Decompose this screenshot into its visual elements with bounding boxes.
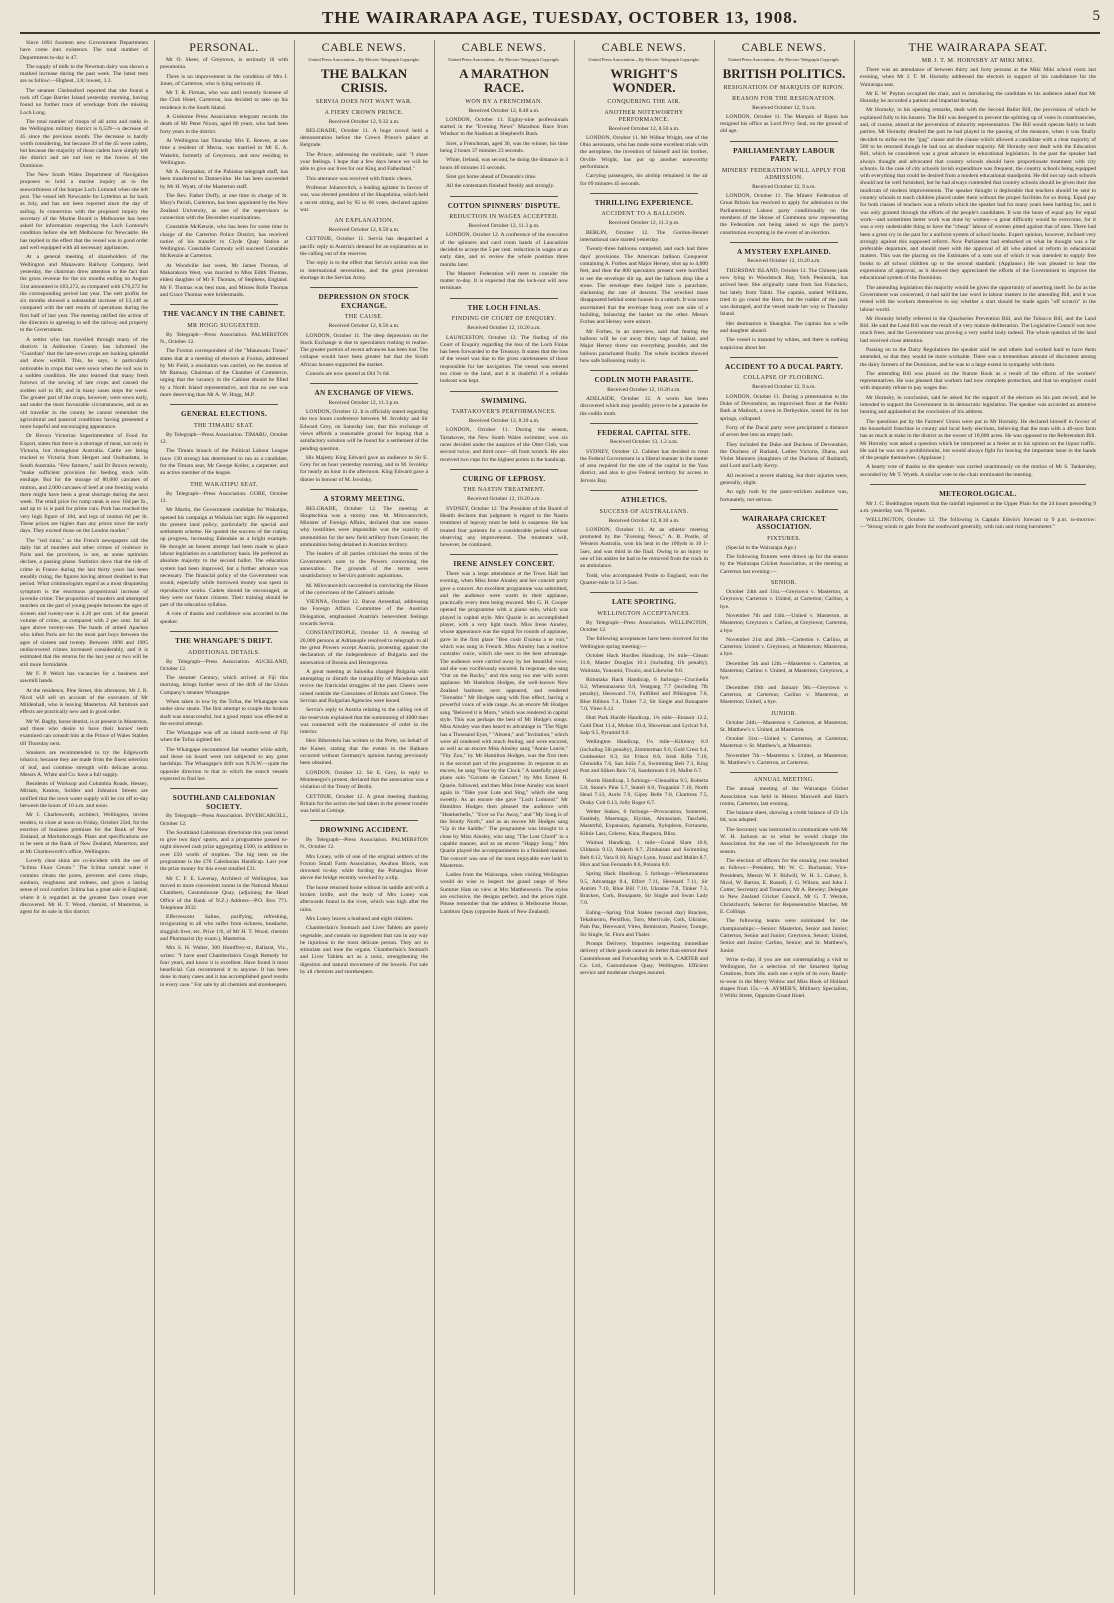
- paragraph: The Secretary was instructed to communicate with Mr W. H. Jackson as to what he would charge the Association for the use of the Schoolgrounds for the season.: [720, 826, 848, 855]
- section-heading: CABLE NEWS.: [461, 40, 547, 54]
- paragraph: LONDON, October 12. Sir E. Grey, in reply to Montenegro's protest, declared that the annexation was a violation of the Treaty of Berlin.: [300, 769, 428, 791]
- paragraph: At Wellington last Thursday Mrs E. Reeves, at one time a resident of Meroa, was married to Mr E. A. Wakelin, formerly of Greytown, and now residing in Wellington.: [160, 137, 288, 166]
- article-heading: SWIMMING.: [481, 396, 527, 405]
- paragraph: Shorts Handicap, 5 furlongs—Glenadina 9.5, Roberta 5.8, Stone's Pine 5.7, Stateli 8.0, Troganini 7.10, North Head 7.13, Aurie 7.9, Gipsy Belle 7.8, Chartress 7.5, Dusky Colt 6.13, Jolly Roger 6.7.: [580, 777, 708, 806]
- dateline: Received October 12, 9 a.m.: [752, 183, 816, 190]
- paragraph: Mr Martin, the Government candidate for Wakatipu, opened his campaign at Waikaia last night. He supported the present land policy, particularly the special and settlement scheme. He quoted the success of the cutting up progress, increasing Edendale as a bright example. He thought an honest attempt had been made to place labour legislation on a satisfactory basis. He preferred an absolute majority to the second ballot. The education system had been improved, but a further advance was necessary. The financial policy of the Government was sound, especially while borrowed money was spent in reproductive works. Cadets should be encouraged, as they were our future citizens. Their training should be part of the education syllabus.: [160, 507, 288, 609]
- column-rule: [574, 40, 575, 1595]
- paragraph: A Gisborne Press Association telegram records the death of Mr Peter Nixon, aged 80 years, who had been forty years in the district.: [160, 114, 288, 135]
- paragraph: At a general meeting of shareholders of the Wellington and Manawatu Railway Company, held yesterday, the chairman drew attention to the fact that the gross revenue for the six months ending on August 31st amounted to £83,272, as compared with £76,272 for the corresponding period last year. The nett profits for six months showed a substantial increase of £3,148 as compared with the nett results of operations during the first half of last year. The meeting ratified the action of the directors in agreeing to sell the railway and property to the Government.: [20, 254, 148, 334]
- article-heading: ATHLETICS.: [620, 496, 668, 505]
- paragraph: BERLIN, October 12. The Gordon-Bennet international race started yesterday.: [580, 229, 708, 244]
- subheading: REDUCTION IN WAGES ACCEPTED.: [449, 214, 559, 221]
- newspaper-title: THE WAIRARAPA AGE, TUESDAY, OCTOBER 13, 1908.: [321, 8, 799, 27]
- paragraph: LONDON, October 11. At an athletic meeting promoted by the "Evening News," A. B. Postle, of Western Australia, won his heat in the 100yds in 10 1-5sec, and was third in the final. Owing to an injury to one of his ankles he had to be removed from the track in an ambulance.: [580, 526, 708, 570]
- dateline: Received October 12, 8.30 a.m.: [608, 517, 680, 524]
- section-heading: PERSONAL.: [189, 40, 259, 54]
- section-heading: THE WAIRARAPA SEAT.: [908, 40, 1048, 54]
- paragraph: Siret got home ahead of Dorando's time.: [446, 173, 537, 180]
- paragraph: The amending legislation this majority would be given the opportunity of asserting itself. So far as the Government was concerned, it had said the last word in labour matters in the amending Bill, and it was rested with the workers themselves to say whether a start should be made again "off scratch" in the labour world.: [860, 284, 1096, 313]
- paragraph: The following acceptances have been received for the Wellington spring meeting:—: [580, 636, 708, 650]
- article-separator: [170, 304, 278, 305]
- paragraph: WELLINGTON, October 12. The following is Captain Edwin's forecast to 9 p.m. to-morrow:—"Strong winds to gale from the southward generally, with rain and rising barometer.": [860, 517, 1096, 531]
- paragraph: Todd, who accompanied Postle to England, won the Quarter-mile in 51 3-5sec.: [580, 572, 708, 586]
- wire-credit: United Press Association—By Electric Telegraph Copyright.: [448, 57, 560, 62]
- paragraph: Servia's reply to Austria relating to the calling out of the reservists explained that the summoning of 4000 men was connected with the maintenance of order in the interior.: [300, 707, 428, 736]
- paragraph: Consols are now quoted at £84 7s 6d.: [306, 371, 390, 378]
- paragraph: Twenty-three balloons competed, and each had three days' provisions. The American balloon Conqueror containing A. Forbes and Major Hersey, shot up to 4,000 feet, and then the 800 spectators present were horrified to see the envelope slit up, and the balloon drop like a stone. The envelope then bulged into a parachute, slackening the rate of descent. The wrecked mass disappeared behind some houses in a suburb. It was soon ascertained that the envelope hung over one side of a building, balancing the basket on the other. Messrs Forbes and Hersey were unhurt.: [580, 246, 708, 326]
- article-heading: METEOROLOGICAL.: [939, 490, 1017, 499]
- paragraph: Carrying passengers, his airship remained in the air for 69 minutes 45 seconds.: [580, 173, 708, 187]
- paragraph: LONDON, October 11. The Marquis of Ripon has resigned his office as Lord Privy Seal, on the ground of old age.: [720, 113, 848, 135]
- headline: A MARATHON RACE.: [459, 65, 549, 95]
- article-separator: [170, 631, 278, 632]
- subheading: THE NASTIN TREATMENT.: [463, 487, 545, 494]
- article-heading: SOUTHLAND CALEDONIAN SOCIETY.: [172, 794, 276, 811]
- paragraph: By Telegraph—Press Association. TIMARU, October 12.: [160, 431, 288, 446]
- paragraph: At the residence, Pine Street, this afternoon, Mr J. R. Nicol will sell on account of the executors of Mr Mildenhall, who is leaving Masterton. All furniture and effects are practically new and in good order.: [20, 687, 148, 716]
- paragraph: A vote of thanks and confidence was accorded to the speaker.: [160, 611, 288, 625]
- paragraph: Siret, a Frenchman, aged 30, was the winner, his time being 2 hours 37 minutes 23 seconds.: [440, 140, 568, 155]
- article-heading: LATE SPORTING.: [611, 598, 677, 607]
- paragraph: Her destination is Shanghai. The captain has a wife and daughter aboard.: [720, 320, 848, 335]
- article-separator: [170, 404, 278, 405]
- subheading: CONQUERING THE AIR.: [607, 98, 681, 105]
- column-rule: [854, 40, 855, 1595]
- dateline: Received October 12, 8.48 a.m.: [468, 107, 540, 114]
- article-separator: [310, 489, 418, 490]
- paragraph: Since 1891 fourteen new Government Departments have come into existence. The total number of Departments to-day is 47.: [20, 40, 148, 61]
- dateline: Received October 12, 11.3 p.m.: [608, 220, 680, 227]
- paragraph: The annual meeting of the Wairarapa Cricket Association was held in Messrs Maxwell and Hart's rooms, Carterton, last evening.: [720, 786, 848, 807]
- subheading: SENIOR.: [771, 580, 797, 587]
- paragraph: Write to-day, if you are not contemplating a visit to Wellington, for a selection of the Smartest Spring Creations, from 30s. each one a style of its own. Ready-to-wear in the Merry Widow and Miss Hook of Holland shapes from 15s.—A. AYMER'S, Millinery Specialists, 9 Willis Street, Opposite Grand Hotel.: [720, 956, 848, 1000]
- article-separator: [450, 196, 558, 197]
- paragraph: November 7th.—Masterton v. United, at Masterton; St. Matthew's v. Carterton, at Carterton.: [720, 752, 848, 766]
- paragraph: Herr Biberstein has written to the Porte, on behalf of the Kaiser, stating that the events in the Balkans occurred without Germany's opinion having previously been obtained.: [300, 738, 428, 767]
- paragraph: October 24th and 31st.—Greytown v. Masterton, at Greytown; Carterton v. United, at Carterton; Carlino, a bye.: [720, 589, 848, 610]
- paragraph: By Telegraph—Press Association. INVERCARGILL, October 12.: [160, 813, 288, 827]
- paragraph: The "red ruins," as the French newspapers call the daily list of murders and other crimes of violence in Paris and the provinces, is not, as some optimists declare, a passing phase. Statistics show that the tide of crime in France during the last thirty years has been steadily rising, the figures having almost doubled in that period. What criminologists regard as a most disquieting symptom is the enormous proportional increase of juvenile crime: The proportion of murders and attempted murders on the part of young people between the ages of sixteen and twenty-one is 4.20 per cent. of the general volume of crime, as compared with 2 per cent. for all ages above twenty-one. The bands of armed Apaches who infest Paris are for the most part boys between the ages of sixteen and twenty. Between 1896 and 1905 undiscovered crimes increased considerably, and it is estimated that the returns for the last year or two will be still more formidable.: [20, 537, 148, 668]
- paragraph: Waimai Handicap, 1 mile—Grand Slam 10.0, Uildaniu 9.12, Malech 9.7, Zimbaisan and Swimming Belt 8.12, Vara 8.10, King's Lynn, Ivanzi and Mallet 8.7, Hiro and San Fernando 8.6, Polonia 8.0.: [580, 840, 708, 868]
- paragraph: All received a severe shaking, but their injuries were, generally, slight.: [720, 472, 848, 486]
- dateline: Received October 12, 11.3 p.m.: [468, 223, 540, 230]
- article-heading: WAIRARAPA CRICKET ASSOCIATION.: [741, 514, 827, 532]
- paragraph: The supply of milk to the Newman dairy was shown a marked increase during the past week. The latest tests are as follow:—Highest, 3.8; lowest, 3.3.: [20, 63, 148, 85]
- paragraph: Dr Brown Victorian Superintendent of Food for Export, states that there is a shortage of meat, not only in Victoria, but throughout Australia. Cattle are being trucked to Victoria from Hergott and Oodnadatta, in South Australia. "Few farmers," said Dr Brown recently, "make sufficient provision for feeding stock with ensilage. But for the storage of 80,000 carcases of mutton, and 2,000 carcases of beef at one freezing works there might have been a great shortage during the next week. The retail price for rump steak is now 10d per lb., and up to 1s is paid for prime cuts. Pork has reached the very high figure of 10d, and legs of mutton 6d per lb. These prices are higher than any prices since the early days. They exceed those on the London market.": [20, 433, 148, 535]
- subheading: SERVIA DOES NOT WANT WAR.: [315, 98, 413, 105]
- article-heading: GENERAL ELECTIONS.: [180, 410, 268, 419]
- columns-area: [20, 40, 1100, 1595]
- subheading: REASON FOR THE RESIGNATION.: [732, 95, 836, 102]
- paragraph: Mrs Loney, wife of one of the original settlers of the Foxton Small Farm Association, Awahou Block, was drowned to-day while fording the Pohangina River above the bridge recently wrecked by a slip.: [300, 853, 428, 882]
- article-heading: DEPRESSION ON STOCK EXCHANGE.: [318, 293, 410, 310]
- paragraph: The vessel is manned by whites, and there is nothing suspicious about her.: [720, 337, 848, 351]
- paragraph: By Telegraph—Press Association. PALMERSTON N., October 12.: [160, 331, 288, 345]
- paragraph: November 7th and 14th.—United v. Masterton, at Masterton; Greytown v. Carlino, at Greytown; Carterton, a bye.: [720, 612, 848, 634]
- dateline: Received October 12, 10.20 a.m.: [607, 386, 681, 393]
- paragraph: The Masters' Federation will meet to consider the matter to-day. It is expected that the lock-out will now terminate.: [440, 270, 568, 292]
- paragraph: LONDON, October 12. A conference of the executive of the spinners and card room hands of Lancashire decided to accept the 5 per cent. reduction in wages at an early date, and to review the whole position three months later.: [440, 232, 568, 268]
- article-heading: COTTON SPINNERS' DISPUTE.: [447, 201, 561, 210]
- section-heading: CABLE NEWS.: [741, 40, 827, 54]
- paragraph: The questions put by the Farmers' Union were put to Mr Hornsby. He declared himself in favour of the household franchise in county and local body elections, believing that the man with a 40-acre farm has as much at stake in the district as the owner of 10,000 acres. He was opposed to the Referendum Bill. Mr Hornsby was asked a question which he interpreted as a feeler as to his opinion on the liquor traffic. He said he was not a prohibitionist, but would always fight for leaving the important issue in the hands of the people themselves. (Applause.): [860, 418, 1096, 462]
- subheading: THE TIMARU SEAT.: [193, 422, 254, 429]
- subheading: MR J. T. M. HORNSBY AT MIKI MIKI.: [921, 58, 1035, 64]
- article-separator: [310, 287, 418, 288]
- paragraph: The balance sheet, showing a credit balance of £9 12s 8d, was adopted.: [720, 810, 848, 824]
- paragraph: Mr T. R. Firman, who was until recently licensee of the Club Hotel, Carterton, has decided to take up his residence in the South Island.: [160, 90, 288, 111]
- paragraph: Mr A. Farquahar, of the Pahiatua telegraph staff, has been transferred to Dannevirke. He has been succeeded by Mr H. Wyatt, of the Masterton staff.: [160, 169, 288, 190]
- paragraph: Rimutaka Hack Handicap, 6 furlongs—Crucinella 9.2, Whetumarama 9.0, Vestgang 7.7 (including 7lb penalty), Heraward 7.0, Fulfilled and Pilkington 7.0, Blue Ribbon 7.4, Tinker 7.2, Sir Single and Bonaparte 7.0, Vireo 6.12.: [580, 676, 708, 713]
- article-separator: [730, 141, 838, 142]
- paragraph: The New South Wales Department of Navigation proposes to hold a marine inquiry as to the seaworthiness of the barque Loch Lomond when she left port. The vessel left Newcastle for Lyttelton as far back as July, and has not been reported since the day of sailing. In connection with the proposed inquiry the secretary of the Marine Board is Melbourne has been asked for information respecting the Loch Lomond's condition before she left Melbourne for Newcastle. He has replied to the effect that the vessel was in good order and well equipped with all necessary appliances.: [20, 172, 148, 252]
- paragraph: Mr W. Bagby, horse dentist, is at present in Masterton, and those who desire to have their horses' teeth examined can consult him at the Prince of Wales Stables till Thursday next.: [20, 718, 148, 747]
- paragraph: LONDON, October 11. Mr Wilbur Wright, one of the Ohio aeronauts, who has made some excellent trials with the aeroplane, the invention of himself and his brother, Orville Wright, has put up another noteworthy performance.: [580, 134, 708, 171]
- paragraph: Wellington Handicap, 1¼ mile—Kilrenny 8.9 (including 5lb penalty), Zimmerman 9.6, Gold Crest 9.4, Goldseeker 8.3, Sir Frisco 8.6, Irish Rifle 7.10, Glenoidia 7.6, San Julia 7.4, Swimming Belt 7.3, King Post and Silken Rein 7.0, Sandstream 6.10, Mallet 6.7.: [580, 739, 708, 775]
- dateline: Received October 12, 10.20 a.m.: [747, 258, 821, 265]
- paragraph: THURSDAY ISLAND, October 12. The Chinese junk now lying in Woodstock Bay, York Peninsula, has arrived here. She originally came from San Francisco, but lately from Tahiti. The captain, named Williams, tried to go round the Horn, but the rudder of the junk was damaged, and the vessel made her way to Thursday Island.: [720, 267, 848, 318]
- paragraph: His Majesty King Edward gave an audience to Sir E. Grey for an hour yesterday morning, and to M. Isvolsky for nearly an hour in the afternoon. King Edward gave a dinner in honour of M. Isvolsky.: [300, 454, 428, 483]
- article-separator: [590, 423, 698, 424]
- paragraph: Mr Hornsby, in conclusion, said he asked for the support of the electors on his past record, and he intended to support the Government in its democratic legislation. The speaker was accorded an attentive hearing and applauded at the conclusion of his address.: [860, 394, 1096, 416]
- dateline: Received October 13, 1.2 a.m.: [609, 439, 679, 446]
- paragraph: All the contestants finished freshly and strongly.: [446, 183, 555, 190]
- article-heading: THRILLING EXPERIENCE.: [594, 198, 694, 207]
- paragraph: Constable McKenzie, who has been for some time in charge of the Carterton Police District, has received notice of his transfer to Clyde Quay Station at Wellington. Constable Carmody will succeed Constable McKenzie at Carterton.: [160, 224, 288, 260]
- subheading: AN EXPLANATION.: [334, 218, 394, 225]
- article-heading: ACCIDENT TO A DUCAL PARTY.: [725, 362, 843, 371]
- paragraph: The Whangape was off an island north-west of Fiji when the Tofua sighted her.: [160, 730, 288, 744]
- article-heading: DROWNING ACCIDENT.: [319, 826, 409, 835]
- paragraph: November 21st and 28th.—Carterton v. Carlino, at Carterton; United v. Greytown, at Masterton; Masterton, a bye.: [720, 636, 848, 658]
- paragraph: Mrs Loney leaves a husband and eight children.: [306, 915, 414, 922]
- paragraph: This utterance was received with frantic cheers.: [306, 175, 413, 182]
- headline: BRITISH POLITICS.: [722, 65, 846, 81]
- paragraph: Spring Hack Handicap, 5 furlongs—Whetumarama 9.5, Advantage 8.4, Effort 7.11, Heresard 7.11, Sir Antrim 7.10, Blue Bill 7.10, Ukraine 7.8, Tinker 7.3, Bracken, Cork, Bonaparte, Sir Single and Swan Lady 7.0.: [580, 871, 708, 907]
- headline: WRIGHT'S WONDER.: [610, 65, 678, 95]
- column-6: [720, 40, 848, 1595]
- wire-credit: United Press Association—By Electric Telegraph Copyright.: [588, 57, 700, 62]
- subheading: TARTAKOVER'S PERFORMANCES.: [451, 409, 557, 416]
- article-heading: PARLIAMENTARY LABOUR PARTY.: [733, 146, 835, 164]
- paragraph: M. Milovanovitch succeeded in convincing the House of the correctness of the Cabinet's attitude.: [300, 582, 428, 596]
- article-separator: [590, 490, 698, 491]
- article-separator: [450, 554, 558, 555]
- article-separator: [450, 391, 558, 392]
- paragraph: There was a large attendance at the Town Hall last evening, when Miss Irene Ainsley and her concert party gave a concert. An excellent programme was submitted, and the audience were warm in their applause, practically every item being encored. Mrs G. H. Cooper opened the programme with a piano solo, which was played in capital style. Mrs Quarie is an accomplished player, with a very light touch. Miss Irene Ainsley, whose appearance was the signal for rounds of applause, gave in the first place "Ben cosir E'scena a te voir," which was sung in French. Miss Ainsley has a mellow contralto voice, which she uses to the best advantage. The audience were carried away by her beautiful voice, and she was vociferously encored. In response, she sang "Out on the Rocks," and this song too met with warm applause. Mr Hamilton Hodges, the well-known New Zealand baritone, next appeared, and rendered "Toreador." Mr Hodges sang with fine effect, having a powerful voice of wide range. As an encore Mr Hodges sang "Beloved it is Morn," which was rendered in capital style. This was perhaps the best of Mr Hodge's songs. Miss Ainsley was then heard to advantage in "The Night has a Thousand Eyes," "Absent," and "Invitation," which were all rendered with much feeling, and were encored, as well as an encore Miss Ainsley sang "Annie Laurie," "Thy Zoo," by Mr Hamilton Hodges, was the first item in the second part of the programme. In response to an encore, he sang "Four by the Clock." A tastefully played piano solo "Gavotte de Concert," by Mrs Ernest H. Quarie, followed, and then Miss Irene Ainsley was heard again in "Take your Lute and Sing," which she sang sweetly. As an encore she gave "Loch Lomond." Mr Hamilton Hodges then pleased the audience with "Heatherbells," "Ever so Far Away," and "My Song is of the Sturdy North," and as an encore Mr Hodges sang "Up in the Saddle." The programme was brought to a close by Miss Ainsley, who sang "The Lost Chord" in a capable manner, and as an encore "Happy Song." Mrs Quarie played the accompaniments in a finished manner. The concert was one of the most enjoyable ever held in Masterton.: [440, 570, 568, 869]
- paragraph: Mr O. Skeet, of Greytown, is seriously ill with pneumonia.: [160, 57, 288, 71]
- wire-credit: United Press Association—By Electric Telegraph Copyright.: [308, 57, 420, 62]
- paragraph: By Telegraph—Press Association. AUCKLAND, October 12.: [160, 658, 288, 672]
- article-separator: [450, 469, 558, 470]
- paragraph: Prompt Delivery. Importers respecting immediate delivery of their goods cannot do better than entrust their Customhouse and Forwarding work to A. CARTER and Co. Ltd., Customhouse Quay, Wellington. Efficient service and moderate charges assured.: [580, 940, 708, 977]
- paragraph: CETTINJE, October 12. A great meeting thanking Britain for the action she had taken in the present trouble was held at Cettinje.: [300, 793, 428, 815]
- paragraph: A great meeting at Salonika charged Bulgaria with attempting to disturb the tranquillity of Macedonia and revive the fratricidal struggles of the past. Cheers were raised outside the Consulates of Britain and Greece. The Servian and Bulgarian Agencies were booed.: [300, 668, 428, 704]
- paragraph: Hutt Park Hurdle Handicap, 1¾ mile—Ensnoir 12.2, Gold Dust 11.4, Mokoe 10.4, Showman and Lyrical 9.4, Saip 9.5, Pyramid 9.0.: [580, 715, 708, 736]
- headline: THE BALKAN CRISIS.: [320, 65, 408, 95]
- paragraph: October 24th.—Masterton v. Carterton, at Masterton; St. Matthew's v. United, at Masterton.: [720, 719, 848, 733]
- dateline: Received October 12, 9.32 a.m.: [328, 118, 400, 125]
- page-number: 5: [1092, 8, 1100, 24]
- paragraph: Mr C. F. E. Lavenay, Architect of Wellington, has moved to more convenient rooms in the National Mutual Chambers, Customhouse Quay, (adjoining the Head Office of the Bank of N.Z.) Address—P.O. Box 771. Telephone 2032.: [160, 875, 288, 911]
- paragraph: The total number of troops of all arms and ranks in the Wellington military district is 6,529—a decrease of 45 since the previous month. The decrease is hardly worth considering, but because 39 of the 45 were cadets, but because the majority of those cadets have simply left the district and are not lost to the forces of the Dominion.: [20, 118, 148, 169]
- paragraph: BELGRADE, October 12. The meeting at Skuptschina was a stormy one. M. Milovanovitch, Minister of Foreign Affairs, declared that one reason why hostilities were impossible was the scarcity of ammunition for the new field artillery from Creusot; the ammunition being detained in Austrian territory.: [300, 505, 428, 549]
- article-heading: IRENE AINSLEY CONCERT.: [453, 560, 555, 569]
- paragraph: The Rev. Father Duffy, at one time in charge of St. Mary's Parish, Carterton, has been appointed by the New Zealand University, as one of the supervisors in connection with the December examinations.: [160, 193, 288, 221]
- subheading: RESIGNATION OF MARQUIS OF RIPON.: [723, 84, 845, 91]
- subheading: WELLINGTON ACCEPTANCES.: [597, 610, 691, 617]
- dateline: Received October 12, 9 a.m.: [752, 104, 816, 111]
- column-3: [300, 40, 428, 1595]
- paragraph: There was an attendance of between thirty and forty persons at the Miki Miki school room last evening, when Mr J. T. M. Hornsby addressed the electors in support of his candidature for the Wairarapa seat.: [860, 67, 1096, 88]
- paragraph: December 19th and January 9th.—Greytown v. Carterton, at Carterton; Carlino v. Masterton, at Masterton; United, a bye.: [720, 684, 848, 706]
- paragraph: Mr J. C. Boddington reports that the rainfall registered at the Upper Plain for the 24 hours preceding 9 a.m. yesterday was 78 points.: [860, 500, 1096, 514]
- paragraph: Chamberlain's Stomach and Liver Tablets are purely vegetable, and contain no ingredient that can in any way be injurious to the most delicate person. They act to stimulate and tone the organs. Chamberlain's Stomach and Liver Tablets act as a tonic, strengthening the digestion and natural movement of the bowels. For sale by all chemists and storekeepers.: [300, 925, 428, 975]
- dateline: Received October 12, 11.3 p.m.: [328, 399, 400, 406]
- paragraph: White, Ireland, was second, he doing the distance in 3 hours 40 minutes 15 seconds.: [440, 157, 568, 171]
- dateline: Received October 12, 8.56 a.m.: [328, 323, 400, 330]
- dateline: Received October 12, 8.56 a.m.: [608, 125, 680, 132]
- paragraph: CONSTANTINOPLE, October 12. A meeting of 20,000 persons at Adrianople resolved to telegraph to all the great Powers except Austria, protesting against the declaration of the independence of Bulgaria and the annexation of Bosnia and Herzegovina.: [300, 630, 428, 666]
- article-heading: CODLIN MOTH PARASITE.: [594, 376, 694, 385]
- paragraph: (Special to the Wairarapa Age.): [726, 544, 797, 551]
- paragraph: An ugly rush by the panic-stricken audience was, fortunately, not serious.: [720, 489, 848, 503]
- subheading: MINERS' FEDERATION WILL APPLY FOR ADMISSION.: [721, 167, 847, 181]
- column-7: [860, 40, 1096, 1595]
- paragraph: LONDON, October 11. During the season, Tartakover, the New South Wales swimmer, won six races decided under the auspices of the Otter Club, was second twice, and third once—all from scratch. He also received two cups for the highest points in the handicap.: [440, 427, 568, 463]
- paragraph: SYDNEY, October 12. Cabinet has decided to treat the Federal Government in a liberal manner in the matter of area required for the site of the capital in the Yass district, and also to give Federal territory for access to Jervois Bay.: [580, 448, 708, 484]
- article-separator: [730, 357, 838, 358]
- paragraph: The steamer Chelmsford reported that she found a rock off Cape Barrier Island yesterday morning, having found no further trace of wreckage from the missing Loch Long.: [20, 87, 148, 116]
- paragraph: VIENNA, October 12. Baron Aerenthal, addressing the Foreign Affairs Committee of the Austrian Delegation, emphasised Austria's benevolent feelings towards Servia.: [300, 599, 428, 628]
- paragraph: The amending Bill was placed on the Statute Book as a result of the efforts of the workers' representatives. He was pleased that workers had now complete protection, and that no employer could with impunity refuse to pay wages due.: [860, 370, 1096, 392]
- article-separator: [310, 383, 418, 384]
- paragraph: Residents of Worksop and Columbia Roads, Hessey, Miriam, Keaton, Soldier and Johnston Streets are notified that the town water supply will be cut off to-day between the hours of 10 a.m. and noon.: [20, 781, 148, 809]
- article-heading: THE WHANGAPE'S DRIFT.: [175, 637, 273, 645]
- paragraph: The election of officers for the ensuing year resulted as follows:—President, Mr W. C. Buchanan; Vice-Presidents, Messrs W. F. Bidwill, W. H. L. Galsey, S. Nicol, W. Barton, E. Russell, J. G. Wilson, and John J. Cotter; Secretary and Treasurer, Mr A. Bewley; Delegate to New Zealand Cricket Council, Mr G. T. Weston, Christchurch; Selector for Representative Matches, Mr E. Collings.: [720, 857, 848, 916]
- subheading: THE CAUSE.: [344, 314, 384, 321]
- column-rule: [294, 40, 295, 1595]
- paragraph: Effervescent Saline, purifying, refreshing, invigorating to all who suffer from sickness, headache, sluggish liver, etc. Price 1/6, of Mr H. T. Wood, chemist and Pharmacist (by exam.), Masterton.: [160, 914, 288, 942]
- subheading: COLLAPSE OF FLOORING.: [743, 375, 825, 382]
- article-separator: [170, 788, 278, 789]
- column-5: [580, 40, 708, 1595]
- paragraph: The Foxton correspondent of the "Manawatu Times" states that at a meeting of electors at Foxton, addressed by Mr Field, a resolution was carried, on the motion of Mr Ramsay, Chairman of the Chamber of Commerce, urging that the vacancy in the Cabinet should be filled by a North Island representative, and that no one was more deserving than Mr A. W. Hogg, M.P.: [160, 348, 288, 399]
- article-separator: [310, 820, 418, 821]
- paragraph: Smokers are recommended to try the Edgeworth tobacco, because they are made from the finest selection of leaf, and combine strength with delicate aroma. Messrs A. White and Co. have a full supply.: [20, 749, 148, 778]
- paragraph: The Prince, addressing the multitude, said: "I share your feelings. I hope that a few days hence we will be able to give our lives for our King and Fatherland.": [300, 151, 428, 173]
- subheading: WON BY A FRENCHMAN.: [465, 98, 543, 105]
- paragraph: The horse returned home without its saddle and with a broken bridle, and the body of Mrs Loney was afterwards found in the river, which was high after the rains.: [300, 884, 428, 913]
- subheading: ADDITIONAL DETAILS.: [187, 649, 261, 656]
- paragraph: The leaders of all parties criticised the terms of the Government's note to the Powers concerning the annexation. The grounds of the terms were unsatisfactory to Servia's patriotic aspirations.: [300, 551, 428, 580]
- paragraph: Professor Johanovitch, a leading agitator in favour of war, was elected president of the Skupshtina, which held a secret sitting, and by 95 to 66 votes, declared against war.: [300, 184, 428, 213]
- article-heading: CURING OF LEPROSY.: [462, 474, 546, 483]
- paragraph: Forty of the Ducal party were precipitated a distance of seven feet into an empty bath.: [720, 424, 848, 439]
- article-separator: [730, 772, 838, 773]
- paragraph: When taken in tow by the Tofua, the Whangape was under slow steam. The first attempt to couple the broken shaft was unsuccessful, but a good repair was effected at the second attempt.: [160, 698, 288, 727]
- column-rule: [714, 40, 715, 1595]
- paragraph: The steamer Century, which arrived at Fiji this morning, brings further news of the drift of the Union Company's steamer Whangape.: [160, 675, 288, 696]
- dateline: Received October 12, 8.50 a.m.: [328, 227, 400, 234]
- article-separator: [450, 298, 558, 299]
- paragraph: October Hack Hurdles Handicap, 1¾ mile—Gleam 11.0, Master Douglas 10.1 (including 1lb penalty), Waimata, Yousumi, Tiwaio, and Likewise 9.0.: [580, 652, 708, 674]
- article-heading: THE VACANCY IN THE CABINET.: [162, 310, 286, 319]
- column-rule: [154, 40, 155, 1595]
- subheading: FINDING OF COURT OF ENQUIRY.: [451, 316, 557, 323]
- paragraph: Ealing—Spring Trial Stakes (second day) Bracken, Tekahururu, Persiflou, Toro, Merrivale, Cork, Ukraine, Pain Pas, Hereward, Vireo, Remission, Passive, Tounge, Sir Single, St. Flora and Thaler.: [580, 909, 708, 938]
- paragraph: Ladies from the Wairarapa, when visiting Wellington would do wise to inspect the grand range of New Summer Hats on view at Mrs Matthewson's. The styles are exclusive, the designs perfect, and the prices right. Please remember that the address is Melbourne House, Lambton Quay (opposite Bank of New Zealand).: [440, 872, 568, 915]
- paragraph: By Telegraph—Press Association. WELLINGTON, October 12.: [580, 619, 708, 634]
- subheading: MR HOGG SUGGESTED.: [187, 322, 261, 329]
- dateline: Received October 12, 8.30 a.m.: [468, 418, 540, 425]
- paragraph: At Woodville last week, Mr James Thomas, of Makarakora West, was married to Miss Edith Thomas, eldest daughter of Mr F. Thomas, of Stephens, England. Mr F. Thomas was best man, and Misses Bolle Thomas and Grace Thomas were bridesmaids.: [160, 262, 288, 298]
- paragraph: October 31st.—United v. Carterton, at Carterton; Masterton v. St. Matthew's, at Masterton.: [720, 736, 848, 750]
- subheading: SUCCESS OF AUSTRALIANS.: [599, 508, 689, 515]
- article-heading: THE LOCH FINLAS.: [467, 303, 541, 312]
- paragraph: The Whangape encountered fair weather while adrift, and those on board were not subjected to any great hardships. The Whangape's drift was N.N.W.—quite the opposite direction to that in which the search vessels expected to find her.: [160, 746, 288, 782]
- column-4: [440, 40, 568, 1595]
- section-heading: CABLE NEWS.: [601, 40, 687, 54]
- paragraph: LONDON, October 11. The Miners' Federation of Great Britain has resolved to apply for admission to the Parliamentary Labour party conditionally on the members of the House of Commons now representing the Federation not being asked to sign the party's constitution excepting in the event of an election.: [720, 193, 848, 236]
- dateline: Received October 12, 10.20 a.m.: [467, 325, 541, 332]
- article-separator: [590, 370, 698, 371]
- paragraph: The following teams were nominated for the championships:—Senior: Masterton, Senior and Junior; Carterton, Senior and Junior; Greytown, Senior; United, Senior and Junior; Carlino, Senior; and St. Matthew's, Junior.: [720, 918, 848, 954]
- subheading: JUNIOR.: [771, 710, 797, 717]
- paragraph: The Timaru branch of the Political Labour League (now 130 strong) has determined to run as a candidate, for the Timaru seat, Mr George Koller, a carpenter, and an active member of the league.: [160, 448, 288, 477]
- subheading: THE WAKATIPU SEAT.: [190, 481, 258, 488]
- paragraph: There is no improvement in the condition of Mrs J. Jones, of Carterton, who is lying seriously ill.: [160, 73, 288, 87]
- paragraph: LONDON, October 11. Eighty-nine professionals started in the "Evening News" Marathon Race from Windsor to the Stadium at Shepherd's Bush.: [440, 116, 568, 138]
- paragraph: Mr Hornsby briefly referred to the Quackeries Prevention Bill, and the Tobacco Bill, and the Land Bill. He said the Land Bill was the result of a very mature deliberation. The Legislative Council was now much freer, and the Government was proving a very useful body indeed. The whole question of the land had received close attention.: [860, 315, 1096, 344]
- paragraph: December 5th and 12th.—Masterton v. Carterton, at Masterton; Carlino v. United, at Masterton; Greytown, a bye.: [720, 660, 848, 682]
- paragraph: A hearty vote of thanks to the speaker was carried unanimously on the motion of Mr S. Tankersley, seconded by Mr T. Wyeth. A similar vote to the chair terminated the meeting.: [860, 464, 1096, 478]
- paragraph: They included the Duke and Duchess of Devonshire, the Duchess of Rutland, Ladies Victoria, Diana, and Violet Manners (daughters of the Duchess of Rutland), and Lord and Lady Kerry.: [720, 441, 848, 470]
- section-heading: CABLE NEWS.: [321, 40, 407, 54]
- article-heading: FEDERAL CAPITAL SITE.: [597, 428, 691, 437]
- paragraph: Mr F. P. Welch has vacancies for a business and sawmill hands.: [20, 670, 148, 685]
- article-separator: [590, 193, 698, 194]
- paragraph: By Telegraph—Press Association. GORE, October 12.: [160, 490, 288, 504]
- paragraph: Mr J. Charlesworth, architect, Wellington, invites tenders, to close at noon on Friday, October 23rd, for the erection of business premises for the Bank of New Zealand, at Martinborough. Plans and specifications are to be seen at the Bank of New Zealand, Masterton, and at Mr Charlesworth's office, Wellington.: [20, 812, 148, 855]
- paragraph: LAUNCESTON, October 12. The finding of the Court of Enquiry regarding the loss of the Loch Finlas has been forwarded to the Treasury. It states that the loss of the vessel was due to the gross carelessness of those responsible for her navigation. The vessel was steered too close to the land, and it is doubtful if a reliable lookout was kept.: [440, 334, 568, 385]
- masthead: [20, 6, 1100, 34]
- column-rule: [434, 40, 435, 1595]
- paragraph: SYDNEY, October 12. The President of the Board of Health declares that judgment is regard to the Nastin treatment of leprosy must be held in suspense. He has treated four patients for a considerable period without observing any improvement. The treatment will, however, be continued.: [440, 505, 568, 549]
- paragraph: Lovely clear skins are co-incident with the use of "Icilma Fluor Cream." The Icilma natural water it contains cleans the pores, prevents and cures chaps, sunburn, roughness and redness, and gives a lasting sense of cool comfort. Icilma has a great sale in England, where it is regarded as the greatest face cream ever discovered. Mr H. T. Wood, chemist, of Masterton, is agent for its sale in this district.: [20, 858, 148, 916]
- paragraph: Mr Forbes, in an interview, said that fearing the balloon will be cut away thirty bags of ballast, and Major Hersey threw out everything possible, and the balloon parachuted finally. The whole incident showed how safe ballooning really is.: [580, 328, 708, 364]
- dateline: Received October 12, 10.20 a.m.: [467, 496, 541, 503]
- paragraph: LONDON, October 12. It is officially stated regarding the two hours conference between M. Isvolsky and Sir Edward Grey, on Saturday last, that this exchange of views affords a reasonable ground for hoping that a satisfactory solution will be found for a settlement of the pending question.: [300, 409, 428, 452]
- article-separator: [590, 592, 698, 593]
- paragraph: Mr E. W. Payton occupied the chair, and in introducing the candidate to his audience asked that Mr Hornsby be accorded a patient and impartial hearing.: [860, 90, 1096, 105]
- paragraph: The reply is to the effect that Servia's action was due to international necessities, and the great prevalent shortage in the Servian Army.: [300, 260, 428, 281]
- paragraph: CETTINJE, October 11. Servia has despatched a pacific reply to Austria's demand for an explanation as to the calling out of the reserves.: [300, 236, 428, 258]
- paragraph: By Telegraph—Press Association. PALMERSTON N., October 12.: [300, 836, 428, 851]
- paragraph: A settler who has travelled through many of the districts in Ashburton County has informed the "Guardian" that the late-sown crops are looking splendid and show welltill. This, he says, is particularly noticeable in crops that were sown when the soil was in a sodden condition. He also learned that many fresh furrows of the sowing of late crops and caused the sodden soil to lift, and in many cases stops the weed. The greater part of the crops, however, were sown early, and under the most favourable circumstances, and as an old traveller in the county he cannot remember the agricultural and pastoral conditions having presented a more hopeful and encouraging appearance.: [20, 336, 148, 431]
- dateline: Received October 12, 9 a.m.: [752, 384, 816, 391]
- paragraph: Mrs S. H. Walter, 300 Humffrey-st., Ballarat, Vic., writes: "I have used Chamberlain's Cough Remedy for four years, and know it is excellent. Have found it most beneficial. Can recommend it to anyone. It has been done in many cases and it has accomplished good results in every case." For sale by all chemists and storekeepers.: [160, 945, 288, 988]
- subheading: ANOTHER NOTEWORTHY PERFORMANCE.: [604, 109, 684, 123]
- article-separator: [730, 509, 838, 510]
- paragraph: LONDON, October 11. The deep depression on the Stock Exchange is due to speculators rushing to realise. The greater portion of recent advances has been lost. The collapse would have been greater but that the South African houses supported the market.: [300, 332, 428, 368]
- article-heading: A MYSTERY EXPLAINED.: [737, 247, 831, 256]
- paragraph: The Southland Caledonian directorate this year intend to give two days' sports, and a programme passed to-night showed cash prize aggregating £500, in addition to over £50 worth of trophies. The big item on the programme is the £70 Caledonian Handicap. Last year the prize money for this event totalled £31.: [160, 829, 288, 873]
- article-heading: A STORMY MEETING.: [323, 495, 405, 504]
- paragraph: Welter Stakes, 6 furlongs—Provocation, Somerset, Fastindy, Maemuga, Elyslan, Abrasoiam, Tascheki, Masterful, Expansion, Apiamela, Xylopleon, Fortuneta, Kilnie Lass, Celerso, Kina, Baupura, Bliss.: [580, 808, 708, 837]
- article-separator: [730, 242, 838, 243]
- paragraph: ADELAIDE, October 12. A worm has been discovered which may possibly prove to be a parasite for the codlin moth.: [580, 395, 708, 417]
- subheading: A FIERY CROWN PRINCE.: [324, 109, 404, 116]
- article-separator: [870, 484, 1086, 485]
- column-1: [20, 40, 148, 1595]
- paragraph: BELGRADE, October 11. A huge crowd held a demonstration before the Crown Prince's palace at Belgrade.: [300, 127, 428, 149]
- wire-credit: United Press Association—By Electric Telegraph Copyright.: [728, 57, 840, 62]
- paragraph: Passing on to the Dairy Regulations the speaker said he and others had worked hard to have them amended, so that they would be more workable. There was a tremendous amount of discontent among the dairy farmers of the Dominion, and he was to a large extent in sympathy with them.: [860, 346, 1096, 368]
- paragraph: LONDON, October 11. During a presentation to the Duke of Devonshire, an improvised floor at the Public Bath at Matlock, a town in Derbyshire, noted for its hot springs, collapsed.: [720, 393, 848, 422]
- subheading: FIXTURES.: [767, 535, 801, 542]
- paragraph: Mr Hornsby, in his opening remarks, dealt with the Second Ballot Bill, the provisions of which he explained fully to his hearers. The Bill was designed to prevent the splitting up of votes in constituencies, and, of course, aimed at the prevention of minority representation. The Bill would operate fairly to both parties. Mr Hornsby detailed the part he had played in the passing of the measure, when it was finally decided to strike out the "gag" clause and the clause which allowed a candidate with a clear majority of 500 to be returned though he had not an absolute majority. Mr Hornsby next dealt with the Education Bill, which he considered was a great advance in educational legislation. In the past the speaker had always thought and advocated that country schools should have proportionate treatment with city schools. In the case of city schools lavish expenditure was frequent, the country schools being equipped with everything that could be desired from a modern educational standpoint. He did not say such schools should not be well furnished, but he had always contended that country schools should be given their due modicum of modern improvements. The speaker thought it deplorable that teachers should be sent to country schools to teach children placed under them without the proper facilities for so doing. Equal pay for both classes of teachers was a reform which the speaker had for many years been battling for, and it was only granted through the efforts of the people's candidates. It was the boon of equal pay for equal work—and sometimes better work was done by women—a great difficulty would be overcome, for it was a very undesirable thing to have the "cheap" labour of women pitted against that of men. There had been a great cry in the past for a uniform system of school books. Expert opinion, however, inclined very strongly against this supposed reform. Now Parliament had embarked on what he thought was a far preferable departure, and should meet with the approval of all who aimed at reform in educational matters. This was the placing on the Estimates of a sum out of which it was intended to supply free books to all school children up to the second standard. (Applause.) He was pleased to hear the expressions of approval, as it showed they appreciated the efforts of the Government to improve the educational system of the Dominion.: [860, 107, 1096, 282]
- subheading: ANNUAL MEETING.: [753, 777, 815, 784]
- article-heading: AN EXCHANGE OF VIEWS.: [314, 389, 414, 398]
- column-2: [160, 40, 288, 1595]
- subheading: ACCIDENT TO A BALLOON.: [601, 211, 687, 218]
- paragraph: The following fixtures were drawn up for the season by the Wairarapa Cricket Association, at the meeting at Carterton last evening:—: [720, 554, 848, 575]
